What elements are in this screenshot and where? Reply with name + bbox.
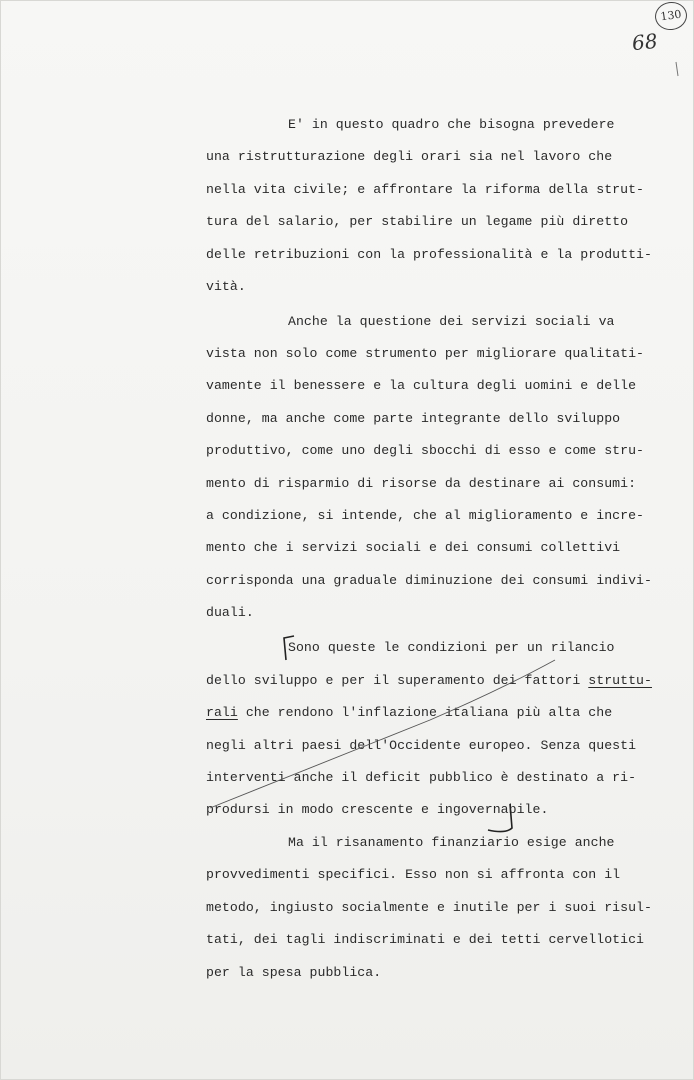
text-line: corrisponda una graduale diminuzione dei consumi indivi- bbox=[206, 573, 652, 588]
text-line: duali. bbox=[206, 605, 254, 620]
text-line: mento di risparmio di risorse da destinare ai consumi: bbox=[206, 476, 637, 491]
text-line: tati, dei tagli indiscriminati e dei tetti cervellotici bbox=[206, 932, 645, 947]
text-line: dello sviluppo e per il superamento dei fattori struttu- bbox=[206, 673, 652, 688]
text-line: interventi anche il deficit pubblico è destinato a ri- bbox=[206, 770, 637, 785]
text-line: per la spesa pubblica. bbox=[206, 965, 382, 980]
text-line: mento che i servizi sociali e dei consumi collettivi bbox=[206, 540, 621, 555]
text-line: provvedimenti specifici. Esso non si affronta con il bbox=[206, 867, 621, 882]
text-line: a condizione, si intende, che al miglioramento e incre- bbox=[206, 508, 645, 523]
text-line: nella vita civile; e affrontare la riforma della strut- bbox=[206, 182, 645, 197]
archive-stamp: 130 bbox=[653, 0, 689, 32]
text-line: Ma il risanamento finanziario esige anche bbox=[288, 835, 615, 850]
handwritten-page-number: 68 bbox=[630, 28, 659, 56]
text-line: negli altri paesi dell'Occidente europeo. Senza questi bbox=[206, 738, 637, 753]
text-line: E' in questo quadro che bisogna prevedere bbox=[288, 117, 615, 132]
text-line: vista non solo come strumento per migliorare qualitati- bbox=[206, 346, 645, 361]
margin-tick-mark bbox=[676, 62, 678, 76]
text-line: delle retribuzioni con la professionalità e la produtti- bbox=[206, 247, 652, 262]
text-line: vamente il benessere e la cultura degli uomini e delle bbox=[206, 378, 637, 393]
text-line: rali che rendono l'inflazione italiana più alta che bbox=[206, 705, 613, 720]
text-line: donne, ma anche come parte integrante dello sviluppo bbox=[206, 411, 621, 426]
text-line: metodo, ingiusto socialmente e inutile per i suoi risul- bbox=[206, 900, 652, 915]
text-line: tura del salario, per stabilire un legame più diretto bbox=[206, 214, 629, 229]
text-line: Anche la questione dei servizi sociali va bbox=[288, 314, 615, 329]
text-line: prodursi in modo crescente e ingovernabile. bbox=[206, 802, 549, 817]
text-line: produttivo, come uno degli sbocchi di esso e come stru- bbox=[206, 443, 645, 458]
text-line: vità. bbox=[206, 279, 246, 294]
text-line: una ristrutturazione degli orari sia nel lavoro che bbox=[206, 149, 613, 164]
text-line: Sono queste le condizioni per un rilancio bbox=[288, 640, 615, 655]
